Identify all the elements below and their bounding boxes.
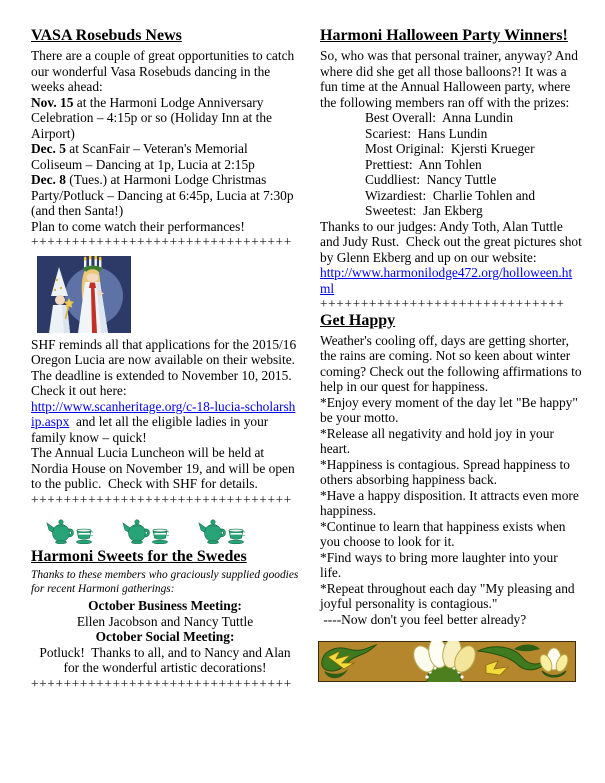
paragraph	[320, 48, 582, 110]
bold-text: Nov. 15	[31, 94, 74, 110]
winner-line: Wizardiest: Charlie Tohlen and	[365, 187, 536, 203]
paragraph	[31, 336, 302, 399]
paragraph	[320, 550, 582, 581]
winner-line: Sweetest: Jan Ekberg	[365, 203, 483, 218]
text-run: at the Harmoni Lodge Anniversary Celebration – 4:15p or so (Holiday Inn at the Airport)	[31, 94, 275, 141]
teapot-row	[45, 517, 299, 544]
paragraph	[320, 581, 582, 612]
paragraph	[320, 395, 582, 426]
text-run: Plan to come watch their performances!	[31, 218, 245, 234]
section-heading: Get Happy	[320, 311, 396, 329]
paragraph	[320, 519, 582, 550]
text-run: *Have a happy disposition. It attracts even more happiness.	[320, 487, 583, 518]
centered-line: October Business Meeting:	[88, 598, 242, 613]
paragraph	[31, 95, 299, 142]
text-run: *Release all negativity and hold joy in your heart.	[320, 425, 558, 456]
plus-sign-divider: ++++++++++++++++++++++++++++++	[320, 296, 565, 311]
left-column	[31, 27, 302, 691]
centered-line: October Social Meeting:	[95, 629, 235, 644]
paragraph	[31, 48, 299, 95]
floral-border-illustration	[318, 641, 576, 682]
text-run: Thanks to our judges: Andy Toth, Alan Tuttle and Judy Rust. Check out the great pictures shot by Glenn Ekberg and up on our website:	[320, 218, 586, 265]
teapot-icon	[197, 517, 245, 544]
winner-line: Best Overall: Anna Lundin	[365, 110, 514, 125]
paragraph	[320, 612, 582, 628]
text-run: *Continue to learn that happiness exists when you choose to look for it.	[320, 518, 569, 549]
winner-line: Most Original: Kjersti Krueger	[365, 141, 535, 156]
text-run: The Annual Lucia Luncheon will be held at Nordia House on November 19, and will be open to the public. Check with SHF for details.	[31, 445, 299, 491]
text-run: Weather's cooling off, days are getting shorter, the rains are coming. Not so keen about winter coming? Check out the following affirmations to help in our quest for happiness.	[320, 332, 585, 394]
right-column	[320, 27, 586, 682]
text-run: and let all the eligible ladies in your family know – quick!	[31, 414, 272, 445]
text-run: ----Now don't you feel better already?	[320, 611, 527, 627]
winner-line: Scariest: Hans Lundin	[365, 125, 488, 141]
centered-line: Potluck! Thanks to all, and to Nancy and Alan for the wonderful artistic decorations!	[39, 644, 294, 675]
teapot-icon	[45, 517, 93, 544]
text-run: at ScanFair – Veteran's Memorial Coliseum – Dancing at 1p, Lucia at 2:15p	[31, 141, 255, 172]
centered-line: Ellen Jacobson and Nancy Tuttle	[76, 613, 254, 629]
paragraph	[31, 219, 299, 235]
section-heading: VASA Rosebuds News	[31, 27, 182, 44]
paragraph	[31, 399, 299, 446]
text-run: SHF reminds all that applications for the 2015/16 Oregon Lucia are now available on their website. The deadline is extended to November 10, 2015. Check it out here:	[31, 336, 302, 398]
winner-line: Prettiest: Ann Tohlen	[365, 156, 482, 172]
paragraph	[320, 426, 582, 457]
text-run: *Find ways to bring more laughter into your life.	[320, 549, 562, 580]
section-heading: Harmoni Sweets for the Swedes	[31, 548, 247, 565]
paragraph	[320, 332, 585, 395]
plus-sign-divider: ++++++++++++++++++++++++++++++++	[31, 675, 292, 691]
hyperlink[interactable]: http://www.scanheritage.org/c-18-lucia-scholarship.aspx	[31, 398, 296, 429]
text-run: *Repeat throughout each day "My pleasing and joyful personality is contagious."	[320, 580, 578, 611]
paragraph	[31, 172, 299, 219]
paragraph	[320, 488, 582, 519]
text-run: (Tues.) at Harmoni Lodge Christmas Party/Potluck – Dancing at 6:45p, Lucia at 7:30p (and then Santa!)	[31, 172, 297, 218]
paragraph	[31, 141, 299, 172]
plus-sign-divider: ++++++++++++++++++++++++++++++++	[31, 234, 292, 249]
bold-text: Dec. 8	[31, 172, 66, 187]
plus-sign-divider: ++++++++++++++++++++++++++++++++	[31, 491, 292, 507]
winner-line: Cuddliest: Nancy Tuttle	[365, 172, 497, 187]
teapot-icon	[121, 517, 169, 544]
hyperlink[interactable]: http://www.harmonilodge472.org/holloween.html	[320, 265, 573, 296]
paragraph	[320, 457, 582, 488]
text-run: *Enjoy every moment of the day let "Be happy" be your motto.	[320, 394, 582, 425]
bold-text: Dec. 5	[31, 141, 66, 156]
paragraph	[320, 265, 582, 296]
section-heading: Harmoni Halloween Party Winners!	[320, 27, 568, 44]
paragraph	[320, 218, 586, 266]
paragraph	[31, 445, 299, 492]
italic-note: Thanks to these members who graciously supplied goodies for recent Harmoni gatherings:	[31, 569, 299, 595]
text-run: There are a couple of great opportunities to catch our wonderful Vasa Rosebuds dancing in the weeks ahead:	[31, 48, 298, 94]
lucia-procession-illustration	[37, 256, 131, 333]
text-run: So, who was that personal trainer, anyway? And where did she get all those balloons?! It was a fun time at the Annual Halloween party, where the following members ran off with the prizes:	[320, 48, 582, 110]
text-run: *Happiness is contagious. Spread happiness to others absorbing happiness back.	[320, 456, 574, 487]
